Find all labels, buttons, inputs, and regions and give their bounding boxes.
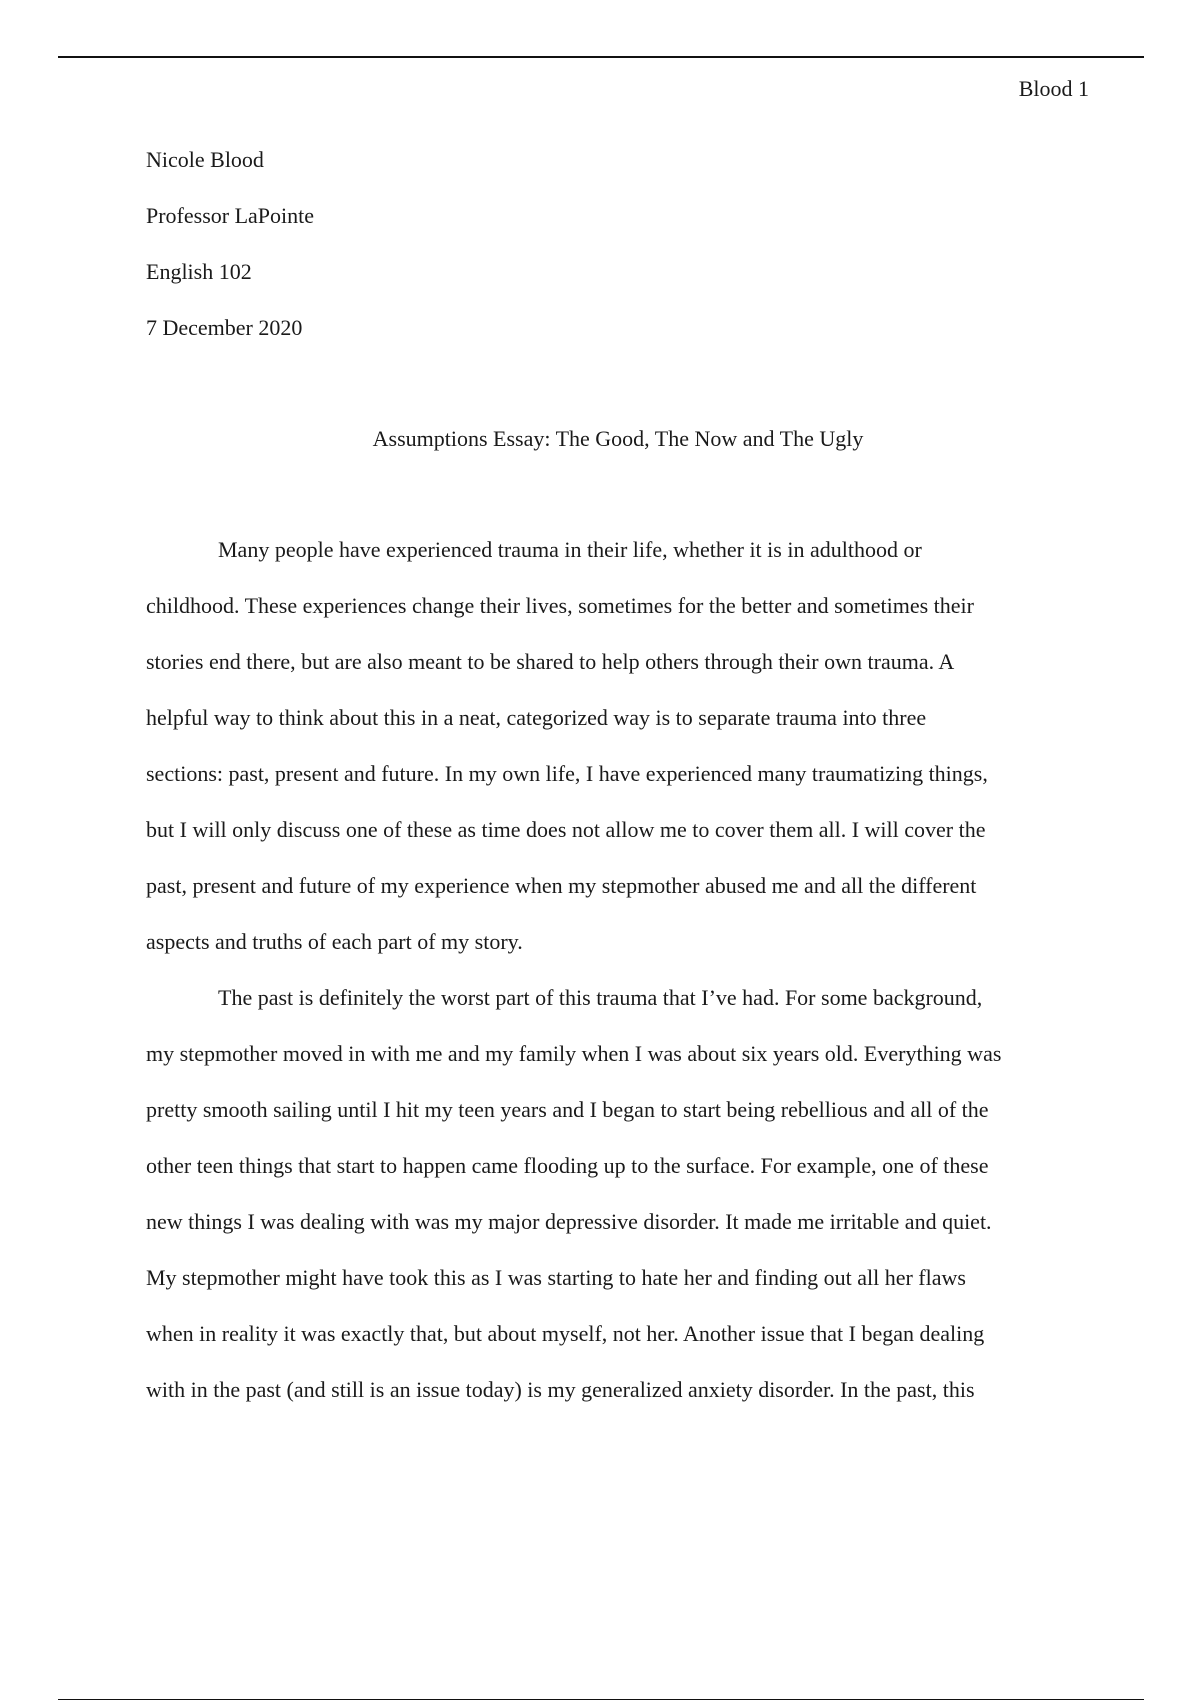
body-line: but I will only discuss one of these as time does not allow me to cover them all. I will cover the [146,817,986,842]
body-line: aspects and truths of each part of my story. [146,929,523,954]
body-line: pretty smooth sailing until I hit my teen years and I began to start being rebellious and all of the [146,1097,989,1122]
essay-body [146,535,1106,1431]
body-line: my stepmother moved in with me and my family when I was about six years old. Everything was [146,1041,1002,1066]
body-line: The past is definitely the worst part of this trauma that I’ve had. For some background, [218,985,983,1010]
page-number-header: Blood 1 [1018,76,1089,101]
essay-title: Assumptions Essay: The Good, The Now and The Ugly [372,426,864,451]
body-line: with in the past (and still is an issue today) is my generalized anxiety disorder. In the past, this [146,1377,975,1402]
body-line: My stepmother might have took this as I was starting to hate her and finding out all her flaws [146,1265,966,1290]
body-line: other teen things that start to happen came flooding up to the surface. For example, one of these [146,1153,989,1178]
body-line: past, present and future of my experience when my stepmother abused me and all the different [146,873,977,898]
body-line: Many people have experienced trauma in their life, whether it is in adulthood or [218,537,922,562]
body-line: new things I was dealing with was my major depressive disorder. It made me irritable and quiet. [146,1209,992,1234]
instructor-name: Professor LaPointe [146,203,315,228]
body-line: helpful way to think about this in a neat, categorized way is to separate trauma into three [146,705,927,730]
top-rule [58,56,1144,58]
essay-date: 7 December 2020 [146,315,303,340]
course-name: English 102 [146,259,252,284]
author-name: Nicole Blood [146,147,264,172]
body-line: stories end there, but are also meant to be shared to help others through their own trauma. A [146,649,955,674]
mla-heading [146,145,314,369]
body-line: sections: past, present and future. In my own life, I have experienced many traumatizing things, [146,761,988,786]
body-line: childhood. These experiences change their lives, sometimes for the better and sometimes their [146,593,974,618]
body-line: when in reality it was exactly that, but about myself, not her. Another issue that I began dealing [146,1321,985,1346]
